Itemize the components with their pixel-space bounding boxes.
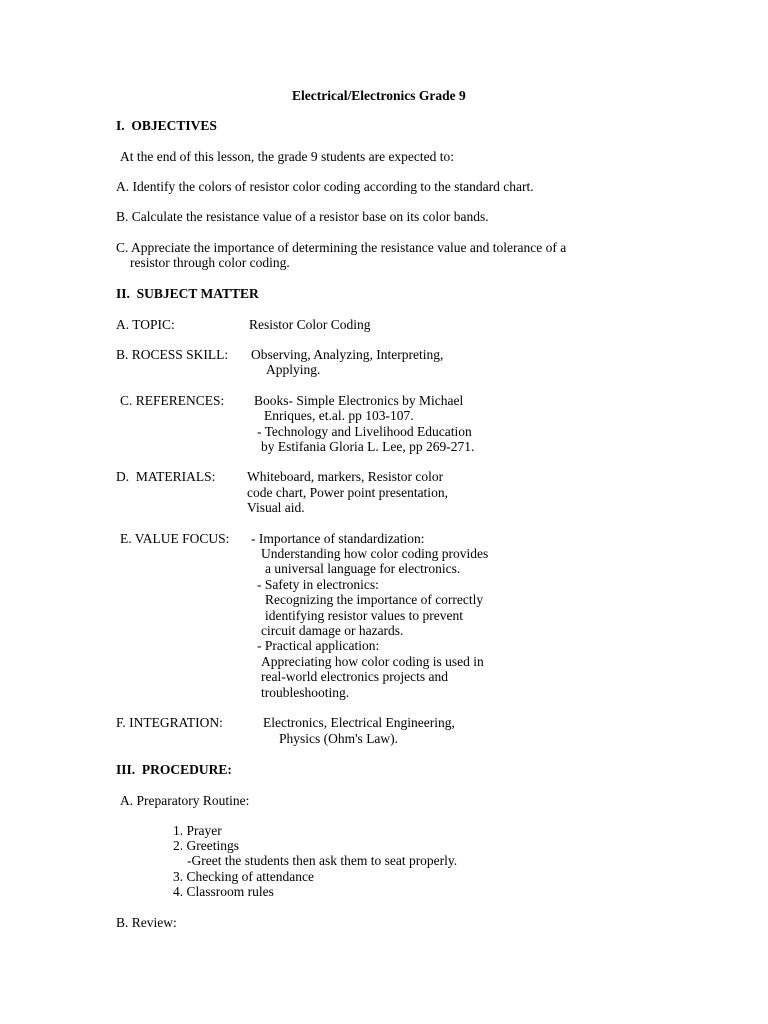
value-focus-line9: Appreciating how color coding is used in bbox=[261, 654, 484, 669]
objective-c-line2: resistor through color coding. bbox=[130, 255, 290, 270]
materials-line3: Visual aid. bbox=[247, 500, 305, 515]
subject-matter-heading: II. SUBJECT MATTER bbox=[116, 286, 259, 301]
topic-label: A. TOPIC: bbox=[116, 317, 175, 332]
routine-step-3: 3. Checking of attendance bbox=[173, 869, 314, 884]
objectives-heading: I. OBJECTIVES bbox=[116, 118, 217, 133]
value-focus-label: E. VALUE FOCUS: bbox=[120, 531, 230, 546]
preparatory-routine: A. Preparatory Routine: bbox=[120, 793, 250, 808]
topic-value: Resistor Color Coding bbox=[249, 317, 371, 332]
routine-step-1: 1. Prayer bbox=[173, 823, 222, 838]
page-title: Electrical/Electronics Grade 9 bbox=[292, 88, 466, 103]
value-focus-line11: troubleshooting. bbox=[261, 685, 350, 700]
objective-b: B. Calculate the resistance value of a resistor base on its color bands. bbox=[116, 209, 489, 224]
references-label: C. REFERENCES: bbox=[120, 393, 225, 408]
process-skill-label: B. ROCESS SKILL: bbox=[116, 347, 229, 362]
materials-line1: Whiteboard, markers, Resistor color bbox=[247, 469, 444, 484]
objectives-intro: At the end of this lesson, the grade 9 students are expected to: bbox=[120, 149, 455, 164]
routine-step-2-note: -Greet the students then ask them to seat properly. bbox=[187, 853, 458, 868]
materials-line2: code chart, Power point presentation, bbox=[247, 485, 448, 500]
integration-label: F. INTEGRATION: bbox=[116, 715, 223, 730]
value-focus-line10: real-world electronics projects and bbox=[261, 669, 449, 684]
reference-line2: Enriques, et.al. pp 103-107. bbox=[264, 408, 414, 423]
routine-step-4: 4. Classroom rules bbox=[173, 884, 274, 899]
value-focus-line8: - Practical application: bbox=[257, 638, 380, 653]
reference-line3: - Technology and Livelihood Education bbox=[257, 424, 472, 439]
value-focus-line1: - Importance of standardization: bbox=[251, 531, 425, 546]
integration-line2: Physics (Ohm's Law). bbox=[279, 731, 399, 746]
value-focus-line6: identifying resistor values to prevent bbox=[265, 608, 463, 623]
objective-c-line1: C. Appreciate the importance of determining the resistance value and tolerance of a bbox=[116, 240, 567, 255]
materials-label: D. MATERIALS: bbox=[116, 469, 216, 484]
integration-line1: Electronics, Electrical Engineering, bbox=[263, 715, 455, 730]
objective-a: A. Identify the colors of resistor color coding according to the standard chart. bbox=[116, 179, 534, 194]
value-focus-line2: Understanding how color coding provides bbox=[261, 546, 489, 561]
process-skill-value-line1: Observing, Analyzing, Interpreting, bbox=[251, 347, 444, 362]
value-focus-line4: - Safety in electronics: bbox=[257, 577, 379, 592]
reference-line1: Books- Simple Electronics by Michael bbox=[254, 393, 464, 408]
reference-line4: by Estifania Gloria L. Lee, pp 269-271. bbox=[261, 439, 475, 454]
value-focus-line3: a universal language for electronics. bbox=[265, 561, 461, 576]
value-focus-line7: circuit damage or hazards. bbox=[261, 623, 404, 638]
review-heading: B. Review: bbox=[116, 915, 177, 930]
routine-step-2: 2. Greetings bbox=[173, 838, 239, 853]
process-skill-value-line2: Applying. bbox=[266, 362, 321, 377]
value-focus-line5: Recognizing the importance of correctly bbox=[265, 592, 484, 607]
procedure-heading: III. PROCEDURE: bbox=[116, 762, 232, 777]
